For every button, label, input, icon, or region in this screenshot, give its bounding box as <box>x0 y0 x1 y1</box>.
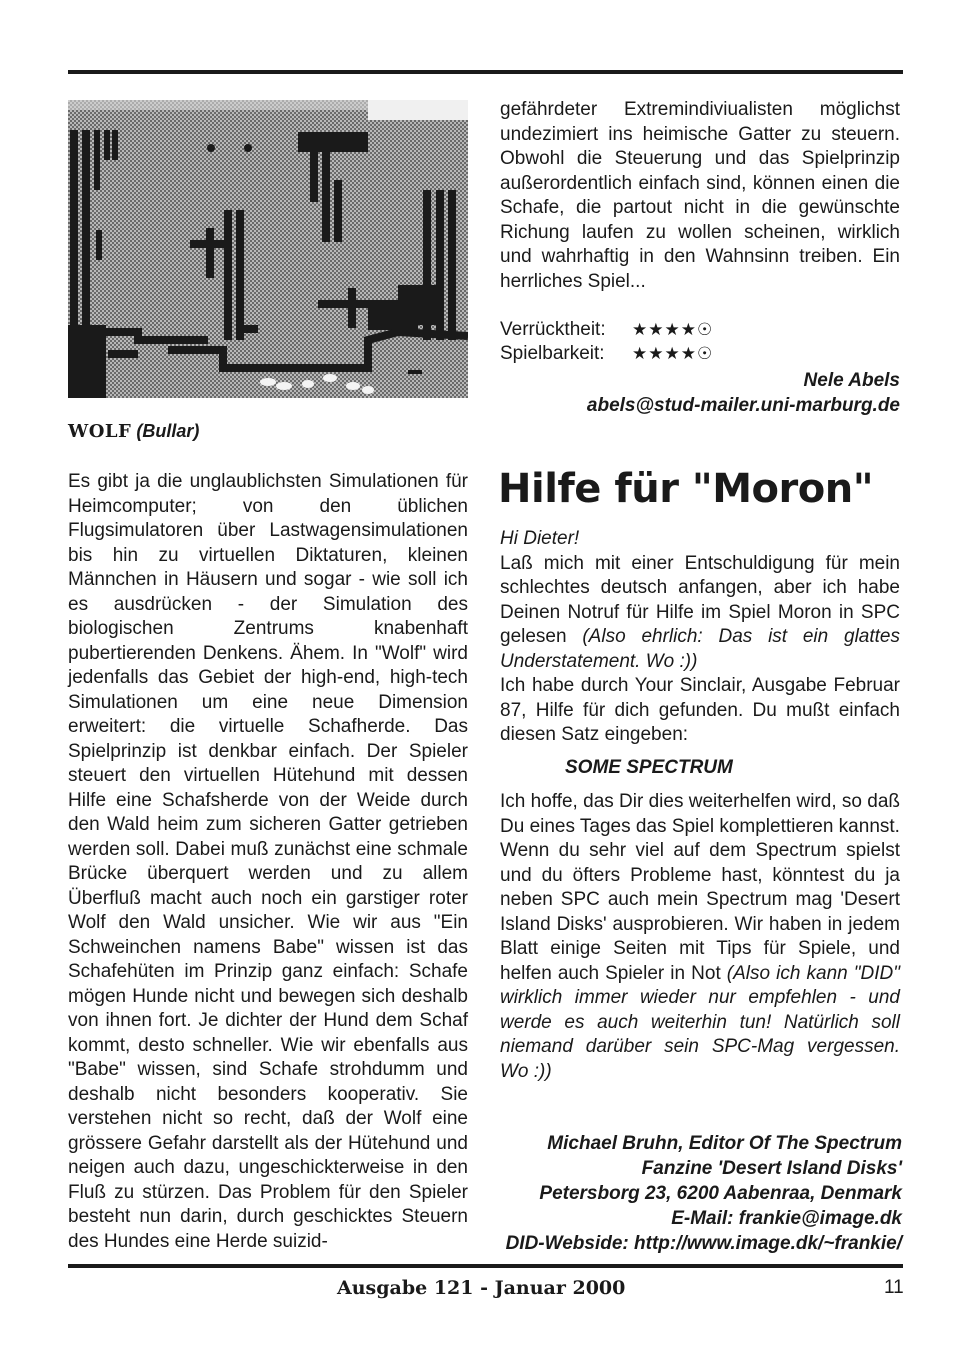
signature-line: E-Mail: frankie@image.dk <box>671 1208 902 1229</box>
article-paragraph <box>500 839 900 1084</box>
top-rule <box>68 70 903 74</box>
rating-label: Spielbarkeit: <box>500 343 605 364</box>
author-email: abels@stud-mailer.uni-marburg.de <box>586 395 900 416</box>
issue-label: Ausgabe 121 - Januar 2000 <box>337 1277 626 1299</box>
signature-line: DID-Webside: http://www.image.dk/~frankie/ <box>505 1233 902 1254</box>
signature-line: Petersborg 23, 6200 Aabenraa, Denmark <box>539 1183 902 1204</box>
paragraph-text: Laß mich mit einer Entschuldigung für mein schlechtes deutsch anfangen, aber ich habe Deinen Notruf für Hilfe im Spiel Moron in SPC gelesen <box>500 552 900 647</box>
game-screenshot <box>68 100 468 398</box>
review-body-left <box>68 470 468 1254</box>
rating-craziness <box>500 318 713 342</box>
signature-line: Michael Bruhn, Editor Of The Spectrum <box>547 1133 902 1154</box>
review-paragraph: Es gibt ja die unglaublichsten Simulationen für Heimcomputer; von den üblichen Flugsimulatoren über Lastwagensimulationen bis hin zu virtuellen Diktaturen, kleinen Männchen in Häusern und sogar - wie soll ich es ausdrücken - der Simulation des biologischen Zentrums knabenhaft pubertierenden Denkens. Ähem. In "Wolf" wird jedenfalls das Gebiet der high-end, high-tech Simulationen um eine neue Dimension erweitert: die virtuelle Schafherde. Das Spielprinzip ist denkbar einfach. Der Spieler steuert den virtuellen Hütehund mit dessen Hilfe eine Schafsherde von der Weide durch den Wald heim zum sicheren Gatter getrieben werden soll. Dabei muß zunächst eine schmale Brücke überquert werden und zu allem Überfluß macht auch noch ein garstiger roter Wolf den Wald unsicher. Wie wir aus "Ein Schweinchen namens Babe" wissen ist das Schafehüten im Prinzip ganz einfach: Schafe mögen Hunde nicht und bewegen sich deshalb von ihnen fort. Je dichter der Hund dem Schaf kommt, desto schneller. Wie wir ebenfalls aus "Babe" wissen, sind Schafe strohdumm und deshalb nicht besonders kooperativ. Sie verstehen nicht so recht, daß der Wolf eine grössere Gefahr darstellt als der Hütehund und neigen auch dazu, ungeschickterweise in den Fluß zu stürzen. Das Problem für den Spieler besteht nun darin, durch geschicktes Steuern des Hundes eine Herde suizid- <box>68 471 468 1252</box>
article-signature <box>506 1131 902 1256</box>
game-publisher: (Bullar) <box>136 421 200 441</box>
star-rating-icon: ★★★★☉ <box>632 344 714 363</box>
rating-label: Verrücktheit: <box>500 319 606 340</box>
author-name: Nele Abels <box>803 370 900 391</box>
article-paragraph <box>500 552 900 675</box>
game-scene-illustration <box>68 100 468 398</box>
page-number: 11 <box>884 1277 904 1298</box>
article-paragraph: Ich hoffe, das Dir dies weiterhelfen wird, so daß Du eines Tages das Spiel komplettieren kannst. <box>500 791 900 837</box>
review-body-right <box>500 98 900 294</box>
bottom-rule <box>68 1264 903 1268</box>
ratings <box>500 318 713 366</box>
help-article-body <box>500 527 900 1084</box>
greeting: Hi Dieter! <box>500 528 580 549</box>
rating-playability <box>500 342 713 366</box>
review-caption <box>68 421 199 442</box>
article-headline: Hilfe für "Moron" <box>498 466 874 512</box>
game-title: WOLF <box>68 421 132 442</box>
editor-comment: (Also ich kann "DID" wirklich immer wieder nur empfehlen - und werde es auch weiterhin tun! Natürlich soll niemand darüber sein SPC-Mag vergessen. Wo :)) <box>500 962 900 1082</box>
review-author <box>587 368 900 418</box>
cheat-code: SOME SPECTRUM <box>565 756 733 778</box>
star-rating-icon: ★★★★☉ <box>632 320 714 339</box>
editor-comment: (Also ehrlich: Das ist ein glattes Understatement. Wo :)) <box>500 626 900 672</box>
paragraph-text: Wenn du sehr viel auf dem Spectrum spielst und du öfters Probleme hast, könntest du ja neben SPC auch mein Spectrum mag 'Desert Island Disks' ausprobieren. Wir haben in jedem Blatt einige Seiten mit Tips für Spiele, und helfen auch Spieler in Not <box>500 840 900 984</box>
signature-line: Fanzine 'Desert Island Disks' <box>641 1158 902 1179</box>
review-paragraph-continued: gefährdeter Extremindiviualisten möglichst undezimiert ins heimische Gatter zu steuern. Obwohl die Steuerung und das Spielprinzip außerordentlich einfach sind, können einen die Schafe, die partout nicht in die gewünschte Richung laufen zu wollen scheinen, wirklich und wahrhaftig in den Wahnsinn treiben. Ein herrliches Spiel... <box>500 99 900 292</box>
article-paragraph: Ich habe durch Your Sinclair, Ausgabe Februar 87, Hilfe für dich gefunden. Du mußt einfach diesen Satz eingeben: <box>500 675 900 745</box>
